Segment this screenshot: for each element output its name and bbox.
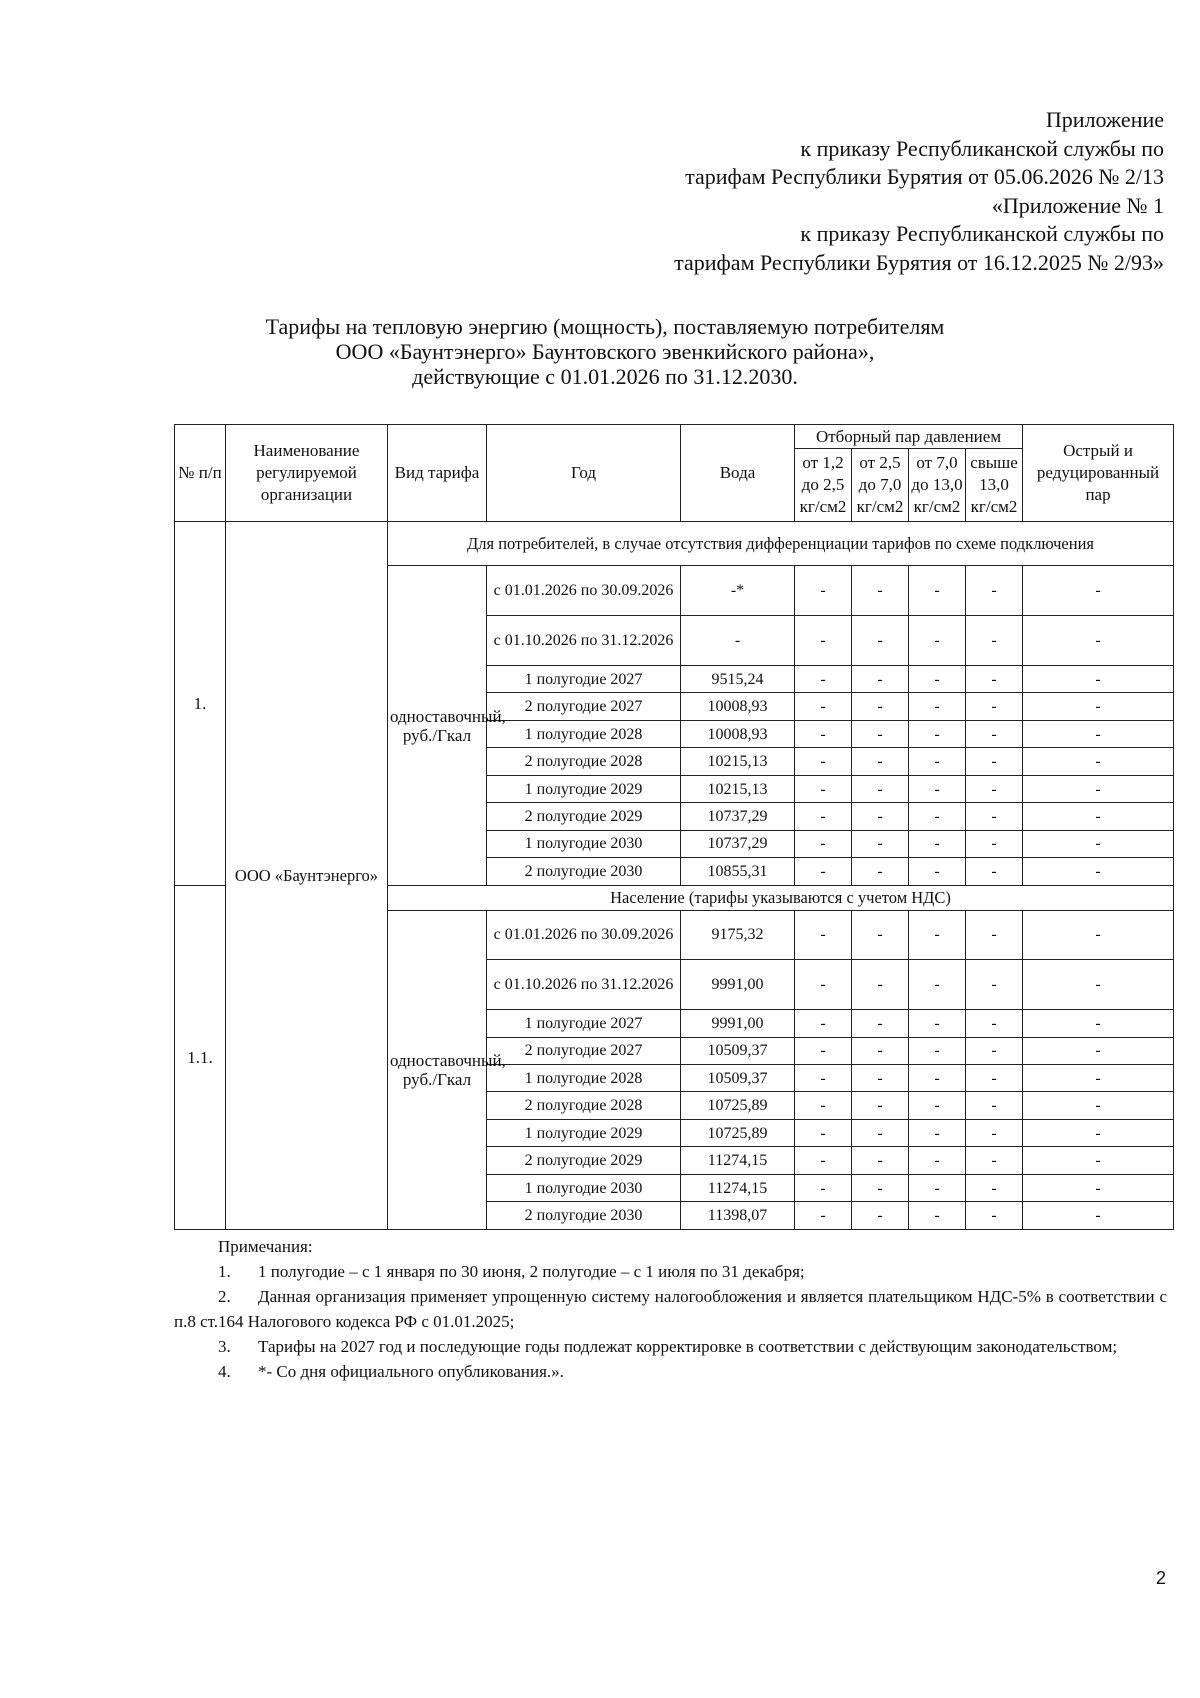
tariff-table [174,424,1174,1230]
steam-2-cell: - [852,720,909,747]
header-line: тарифам Республики Бурятия от 05.06.2026 № 2/13 [685,164,1164,189]
note-number: 4. [218,1362,231,1381]
steam-3-cell: - [909,720,966,747]
steam-2-cell: - [852,858,909,885]
section-number: 1. [175,522,226,886]
steam-2-cell: - [852,1064,909,1091]
steam-2-cell: - [852,830,909,857]
water-cell: -* [681,566,795,616]
period-cell: 1 полугодие 2027 [487,665,681,692]
period-cell: 2 полугодие 2029 [487,803,681,830]
period-cell: 2 полугодие 2028 [487,1092,681,1119]
sharp-steam-cell: - [1023,858,1174,885]
note-text: *- Со дня официального опубликования.». [258,1362,564,1381]
steam-4-cell: - [966,1119,1023,1146]
steam-4-cell: - [966,566,1023,616]
note-number: 1. [218,1262,231,1281]
period-cell: 2 полугодие 2027 [487,693,681,720]
period-cell: 2 полугодие 2029 [487,1147,681,1174]
sharp-steam-cell: - [1023,1119,1174,1146]
period-cell: 2 полугодие 2028 [487,748,681,775]
steam-2-cell: - [852,1010,909,1037]
sharp-steam-cell: - [1023,830,1174,857]
period-cell: с 01.10.2026 по 31.12.2026 [487,960,681,1010]
steam-2-cell: - [852,803,909,830]
period-cell: 2 полугодие 2030 [487,1202,681,1230]
steam-1-cell: - [795,616,852,666]
note-item [174,1284,1167,1334]
period-cell: 1 полугодие 2029 [487,1119,681,1146]
note-number: 2. [218,1287,231,1306]
steam-1-cell: - [795,665,852,692]
water-cell: 10725,89 [681,1119,795,1146]
sharp-steam-cell: - [1023,1064,1174,1091]
steam-4-cell: - [966,665,1023,692]
steam-4-cell: - [966,960,1023,1010]
notes-title: Примечания: [218,1237,313,1256]
water-cell: 10215,13 [681,748,795,775]
water-cell: 10725,89 [681,1092,795,1119]
water-cell: - [681,616,795,666]
steam-2-cell: - [852,910,909,960]
water-cell: 10008,93 [681,720,795,747]
note-item [174,1359,1167,1384]
rate-type: одноставочный, руб./Гкал [388,566,487,885]
steam-4-cell: - [966,1064,1023,1091]
header-steam-2-5-7: от 2,5 до 7,0 кг/см2 [852,449,909,522]
header-line: «Приложение № 1 [991,192,1164,218]
water-cell: 10008,93 [681,693,795,720]
header-org: Наименование регулируемой организации [226,425,388,522]
steam-3-cell: - [909,803,966,830]
steam-2-cell: - [852,1147,909,1174]
steam-4-cell: - [966,803,1023,830]
steam-2-cell: - [852,960,909,1010]
steam-1-cell: - [795,803,852,830]
water-cell: 10215,13 [681,775,795,802]
sharp-steam-cell: - [1023,1147,1174,1174]
steam-3-cell: - [909,775,966,802]
steam-2-cell: - [852,1202,909,1230]
table-body [175,522,1174,1230]
note-text: 1 полугодие – с 1 января по 30 июня, 2 полугодие – с 1 июля по 31 декабря; [258,1262,805,1281]
water-cell: 11274,15 [681,1174,795,1201]
water-cell: 11398,07 [681,1202,795,1230]
steam-1-cell: - [795,720,852,747]
steam-1-cell: - [795,830,852,857]
steam-3-cell: - [909,1119,966,1146]
steam-4-cell: - [966,693,1023,720]
steam-3-cell: - [909,566,966,616]
period-cell: 1 полугодие 2029 [487,775,681,802]
steam-2-cell: - [852,1037,909,1064]
steam-2-cell: - [852,748,909,775]
note-text: Данная организация применяет упрощенную систему налогообложения и является плательщиком НДС-5% в соответствии с п.8 ст.164 Налогового кодекса РФ с 01.01.2025; [174,1287,1167,1331]
steam-4-cell: - [966,1174,1023,1201]
water-cell: 10737,29 [681,830,795,857]
period-cell: с 01.01.2026 по 30.09.2026 [487,910,681,960]
sharp-steam-cell: - [1023,1010,1174,1037]
appendix-header [464,106,1164,277]
steam-3-cell: - [909,910,966,960]
steam-1-cell: - [795,1037,852,1064]
steam-4-cell: - [966,1010,1023,1037]
steam-3-cell: - [909,748,966,775]
steam-2-cell: - [852,616,909,666]
steam-2-cell: - [852,665,909,692]
period-cell: 1 полугодие 2030 [487,1174,681,1201]
sharp-steam-cell: - [1023,720,1174,747]
steam-1-cell: - [795,1064,852,1091]
water-cell: 10737,29 [681,803,795,830]
steam-3-cell: - [909,1202,966,1230]
sharp-steam-cell: - [1023,748,1174,775]
steam-3-cell: - [909,1037,966,1064]
steam-1-cell: - [795,960,852,1010]
header-year: Год [487,425,681,522]
steam-3-cell: - [909,1064,966,1091]
steam-3-cell: - [909,858,966,885]
steam-3-cell: - [909,1010,966,1037]
sharp-steam-cell: - [1023,960,1174,1010]
steam-1-cell: - [795,748,852,775]
title-line: ООО «Баунтэнерго» Баунтовского эвенкийского района», [335,339,875,364]
steam-4-cell: - [966,858,1023,885]
sharp-steam-cell: - [1023,775,1174,802]
steam-2-cell: - [852,566,909,616]
steam-1-cell: - [795,693,852,720]
steam-1-cell: - [795,1174,852,1201]
water-cell: 9175,32 [681,910,795,960]
sharp-steam-cell: - [1023,616,1174,666]
water-cell: 9515,24 [681,665,795,692]
steam-2-cell: - [852,1092,909,1119]
header-steam-over-13: свыше 13,0 кг/см2 [966,449,1023,522]
group-label: Население (тарифы указываются с учетом НДС) [388,885,1174,910]
steam-3-cell: - [909,665,966,692]
header-steam-7-13: от 7,0 до 13,0 кг/см2 [909,449,966,522]
document-title [230,314,980,389]
period-cell: 2 полугодие 2030 [487,858,681,885]
rate-type: одноставочный, руб./Гкал [388,910,487,1229]
steam-4-cell: - [966,830,1023,857]
steam-4-cell: - [966,748,1023,775]
period-cell: с 01.10.2026 по 31.12.2026 [487,616,681,666]
header-water: Вода [681,425,795,522]
water-cell: 9991,00 [681,960,795,1010]
steam-3-cell: - [909,1174,966,1201]
steam-1-cell: - [795,1092,852,1119]
water-cell: 11274,15 [681,1147,795,1174]
steam-3-cell: - [909,1147,966,1174]
note-text: Тарифы на 2027 год и последующие годы подлежат корректировке в соответствии с действующим законодательством; [258,1337,1118,1356]
group-label: Для потребителей, в случае отсутствия дифференциации тарифов по схеме подключения [388,522,1174,566]
water-cell: 10509,37 [681,1064,795,1091]
steam-3-cell: - [909,693,966,720]
sharp-steam-cell: - [1023,665,1174,692]
steam-4-cell: - [966,1037,1023,1064]
period-cell: с 01.01.2026 по 30.09.2026 [487,566,681,616]
section-number: 1.1. [175,885,226,1229]
header-steam-group: Отборный пар давлением [795,425,1023,449]
sharp-steam-cell: - [1023,693,1174,720]
organization-name: ООО «Баунтэнерго» [226,522,388,1230]
note-number: 3. [218,1337,231,1356]
header-line: к приказу Республиканской службы по [800,135,1164,161]
water-cell: 10855,31 [681,858,795,885]
group-row [175,522,1174,566]
steam-1-cell: - [795,775,852,802]
steam-1-cell: - [795,858,852,885]
steam-4-cell: - [966,910,1023,960]
steam-2-cell: - [852,693,909,720]
water-cell: 10509,37 [681,1037,795,1064]
title-line: действующие с 01.01.2026 по 31.12.2030. [412,364,798,389]
steam-1-cell: - [795,1010,852,1037]
sharp-steam-cell: - [1023,1174,1174,1201]
steam-3-cell: - [909,830,966,857]
sharp-steam-cell: - [1023,803,1174,830]
steam-3-cell: - [909,1092,966,1119]
water-cell: 9991,00 [681,1010,795,1037]
steam-1-cell: - [795,1119,852,1146]
title-line: Тарифы на тепловую энергию (мощность), поставляемую потребителям [265,314,945,339]
header-line: тарифам Республики Бурятия от 16.12.2025 № 2/93» [674,249,1164,275]
steam-1-cell: - [795,1147,852,1174]
steam-1-cell: - [795,1202,852,1230]
steam-4-cell: - [966,775,1023,802]
steam-4-cell: - [966,1092,1023,1119]
steam-3-cell: - [909,960,966,1010]
header-line: к приказу Республиканской службы по [800,221,1164,246]
notes-section [174,1234,1167,1384]
steam-3-cell: - [909,616,966,666]
note-item [174,1334,1167,1359]
header-tariff-type: Вид тарифа [388,425,487,522]
sharp-steam-cell: - [1023,566,1174,616]
steam-2-cell: - [852,775,909,802]
steam-4-cell: - [966,720,1023,747]
steam-2-cell: - [852,1174,909,1201]
steam-4-cell: - [966,616,1023,666]
steam-1-cell: - [795,910,852,960]
note-item [174,1259,1167,1284]
steam-2-cell: - [852,1119,909,1146]
sharp-steam-cell: - [1023,1202,1174,1230]
period-cell: 1 полугодие 2030 [487,830,681,857]
period-cell: 1 полугодие 2028 [487,1064,681,1091]
header-num: № п/п [175,425,226,522]
period-cell: 1 полугодие 2028 [487,720,681,747]
steam-4-cell: - [966,1147,1023,1174]
header-sharp-steam: Острый и редуцированный пар [1023,425,1174,522]
sharp-steam-cell: - [1023,1092,1174,1119]
page-number: 2 [1155,1568,1166,1588]
sharp-steam-cell: - [1023,910,1174,960]
period-cell: 1 полугодие 2027 [487,1010,681,1037]
steam-1-cell: - [795,566,852,616]
steam-4-cell: - [966,1202,1023,1230]
sharp-steam-cell: - [1023,1037,1174,1064]
header-steam-1-2-5: от 1,2 до 2,5 кг/см2 [795,449,852,522]
header-line: Приложение [1045,107,1164,132]
period-cell: 2 полугодие 2027 [487,1037,681,1064]
